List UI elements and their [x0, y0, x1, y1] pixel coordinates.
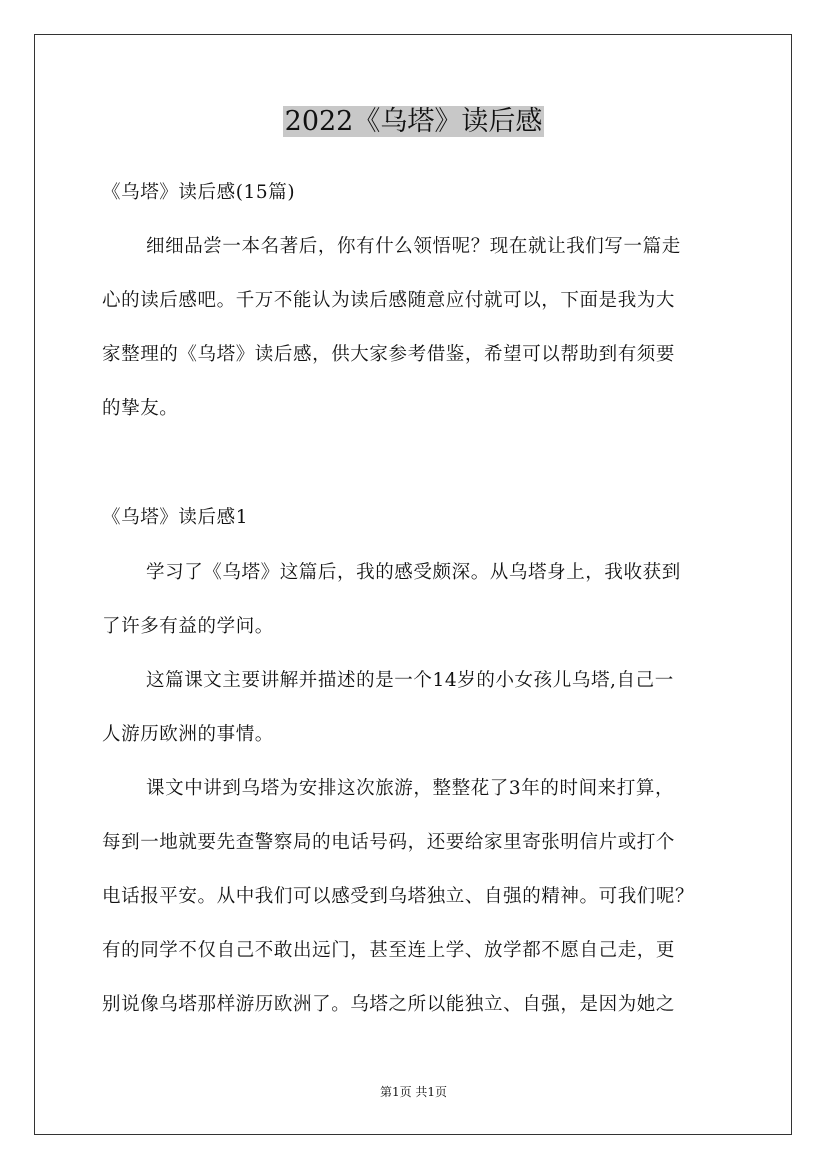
text-line: 学习了《乌塔》这篇后，我的感受颇深。从乌塔身上，我收获到 [146, 562, 681, 583]
text-line: 别说像乌塔那样游历欧洲了。乌塔之所以能独立、自强，是因为她之 [102, 994, 676, 1015]
title-text: 2022《乌塔》读后感 [284, 106, 543, 137]
section-heading: 《乌塔》读后感1 [102, 507, 249, 528]
text-line-subtitle: 《乌塔》读后感(15篇) [102, 182, 296, 203]
page-footer: 第1页 共1页 [379, 1085, 448, 1099]
text-line: 心的读后感吧。千万不能认为读后感随意应付就可以，下面是我为大 [102, 290, 676, 311]
text-line: 细细品尝一本名著后，你有什么领悟呢？现在就让我们写一篇走 [146, 236, 681, 257]
text-line: 有的同学不仅自己不敢出远门，甚至连上学、放学都不愿自己走，更 [102, 940, 676, 961]
text-line: 每到一地就要先查警察局的电话号码，还要给家里寄张明信片或打个 [102, 832, 676, 853]
text-line: 课文中讲到乌塔为安排这次旅游，整整花了3年的时间来打算， [146, 778, 675, 799]
text-line: 的挚友。 [102, 398, 179, 419]
document-title [0, 102, 827, 142]
text-line: 人游历欧洲的事情。 [102, 724, 274, 745]
text-line: 家整理的《乌塔》读后感，供大家参考借鉴，希望可以帮助到有须要 [102, 344, 676, 365]
text-line: 这篇课文主要讲解并描述的是一个14岁的小女孩儿乌塔,自己一 [146, 670, 674, 691]
text-line: 电话报平安。从中我们可以感受到乌塔独立、自强的精神。可我们呢？ [102, 886, 695, 907]
text-line: 了许多有益的学问。 [102, 616, 274, 637]
